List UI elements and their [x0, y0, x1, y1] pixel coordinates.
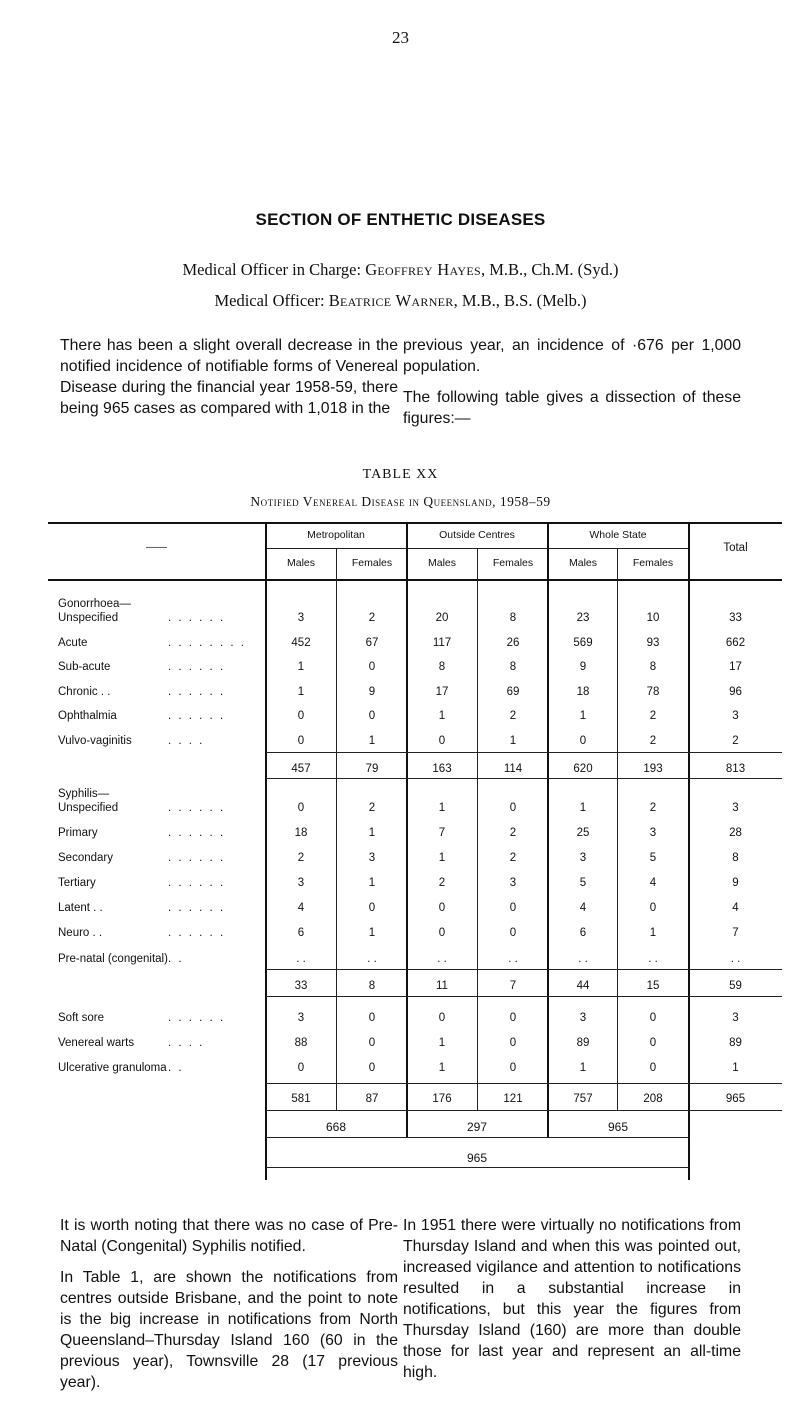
- header-dash: ——: [146, 541, 167, 553]
- header-bottom-rule: [48, 579, 782, 581]
- gonorrhoea-row-cell: 569: [573, 637, 593, 649]
- header-females: Females: [351, 557, 393, 569]
- syphilis-row-cell: 9: [732, 877, 739, 889]
- syphilis-row-label: Latent . .: [58, 902, 103, 914]
- syphilis-row-cell: 4: [732, 902, 739, 914]
- gonorrhoea-row-cell: 2: [732, 735, 739, 747]
- syphilis-subtotal-cell: 11: [436, 980, 448, 992]
- gonorrhoea-row-cell: 69: [506, 686, 520, 698]
- syphilis-row-cell: 3: [297, 877, 305, 889]
- grand-total-cell: 965: [725, 1093, 746, 1105]
- overall-total: 965: [466, 1151, 488, 1165]
- syphilis-row-cell: . .: [648, 953, 658, 965]
- header-females: Females: [492, 557, 534, 569]
- group-heading-gonorrhoea: Gonorrhoea—: [58, 598, 131, 610]
- syphilis-row-cell: 2: [438, 877, 446, 889]
- syphilis-row-label: Unspecified: [58, 802, 119, 814]
- syphilis-row-cell: . .: [578, 953, 588, 965]
- gonorrhoea-row-cell: 18: [576, 686, 590, 698]
- officer-role: Medical Officer in Charge:: [182, 260, 362, 279]
- gonorrhoea-row-cell: 10: [646, 612, 660, 624]
- other-row-label: Venereal warts: [58, 1037, 135, 1049]
- page-number: 23: [392, 28, 409, 47]
- grand-total-cell: 87: [365, 1093, 379, 1105]
- gonorrhoea-row-cell: 9: [579, 661, 587, 673]
- gonorrhoea-subtotal-cell: 114: [503, 763, 523, 775]
- other-row-cell: 89: [729, 1037, 742, 1049]
- area-totals-rule: [266, 1137, 689, 1138]
- syphilis-row-cell: 3: [732, 802, 739, 814]
- header-total: Total: [723, 542, 748, 554]
- syphilis-row-cell: 0: [509, 802, 517, 814]
- closing-right-column: [403, 1215, 741, 1393]
- syphilis-row-cell: 0: [297, 802, 305, 814]
- other-row-cell: 3: [297, 1012, 305, 1024]
- header-males: Males: [286, 557, 315, 569]
- table-subtitle: Notified Venereal Disease in Queensland, 1958–59: [250, 494, 551, 509]
- gonorrhoea-row-cell: 0: [368, 661, 376, 673]
- syphilis-row-cell: 1: [368, 927, 376, 939]
- other-row-cell: 0: [509, 1037, 517, 1049]
- syphilis-row-cell: 0: [509, 902, 517, 914]
- gonorrhoea-row-cell: 1: [297, 686, 305, 698]
- other-row-cell: 3: [732, 1012, 739, 1024]
- other-row-cell: 3: [579, 1012, 587, 1024]
- gonorrhoea-row-cell: 8: [649, 661, 657, 673]
- area-total-whole-state: 965: [607, 1120, 629, 1134]
- other-row-label: Ulcerative granuloma: [58, 1062, 167, 1074]
- gonorrhoea-row-cell: 2: [649, 710, 657, 722]
- officer-name: Beatrice Warner: [328, 291, 454, 310]
- syphilis-row-cell: . .: [508, 953, 518, 965]
- overall-total-rule: [266, 1167, 689, 1168]
- medical-officer: [0, 291, 801, 311]
- gonorrhoea-row-leader-dots: . . . . . .: [168, 686, 226, 698]
- syphilis-row-cell: 3: [579, 852, 587, 864]
- other-row-cell: 1: [438, 1037, 446, 1049]
- grand-total-cell: 121: [503, 1093, 523, 1105]
- intro-paragraph: previous year, an incidence of ·676 per 1,000 population.: [403, 337, 741, 375]
- intro-paragraph: The following table gives a dissection of these figures:—: [403, 389, 741, 427]
- gonorrhoea-row-cell: 2: [368, 612, 376, 624]
- gonorrhoea-row-cell: 117: [432, 637, 452, 649]
- syphilis-row-cell: 2: [509, 827, 517, 839]
- gonorrhoea-row-cell: 1: [297, 661, 305, 673]
- syphilis-row-cell: 1: [438, 802, 446, 814]
- other-row-leader-dots: . . . . . .: [168, 1012, 226, 1024]
- closing-paragraph: In Table 1, are shown the notifications from centres outside Brisbane, and the point to note is the big increase in notifications from North Queensland–Thursday Island 160 (60 in the previous year), Townsville 28 (17 previous year).: [60, 1269, 398, 1391]
- gonorrhoea-row-cell: 452: [291, 637, 311, 649]
- syphilis-row-leader-dots: . . . . . .: [168, 927, 226, 939]
- closing-paragraph: In 1951 there were virtually no notifications from Thursday Island and when this was pointed out, increased vigilance and attention to notifications resulted in a substantial increase in notifications, but this year the figures from Thursday Island (160) are more than double those for last year and represent an all-time high.: [403, 1217, 741, 1381]
- syphilis-row-cell: 0: [509, 927, 517, 939]
- syphilis-row-cell: . .: [296, 953, 306, 965]
- group-heading-syphilis: Syphilis—: [58, 788, 110, 800]
- other-row-cell: 0: [509, 1012, 517, 1024]
- gonorrhoea-row-cell: 0: [579, 735, 587, 747]
- syphilis-subtotal-cell: 44: [576, 980, 590, 992]
- syphilis-row-cell: 0: [649, 902, 657, 914]
- other-row-cell: 0: [368, 1012, 376, 1024]
- other-row-cell: 0: [368, 1037, 376, 1049]
- gonorrhoea-row-cell: 96: [729, 686, 742, 698]
- other-row-cell: 0: [649, 1012, 657, 1024]
- other-row-cell: 0: [297, 1062, 305, 1074]
- syphilis-row-cell: . .: [437, 953, 447, 965]
- subtotal-rule: [266, 752, 782, 753]
- intro-left-column: [60, 335, 398, 429]
- gonorrhoea-row-label: Vulvo-vaginitis: [58, 735, 132, 747]
- subtotal-rule: [266, 778, 782, 779]
- other-row-cell: 1: [438, 1062, 446, 1074]
- officer-name: Geoffrey Hayes: [365, 260, 481, 279]
- syphilis-subtotal-cell: 8: [368, 980, 376, 992]
- syphilis-row-cell: 5: [579, 877, 587, 889]
- syphilis-subtotal-cell: 59: [729, 980, 742, 992]
- gonorrhoea-row-cell: 2: [509, 710, 517, 722]
- syphilis-row-leader-dots: . . . . . .: [168, 827, 226, 839]
- syphilis-row-cell: 1: [649, 927, 657, 939]
- syphilis-row-cell: 25: [576, 827, 590, 839]
- totals-rule: [266, 1110, 782, 1111]
- header-whole-state: Whole State: [589, 529, 647, 541]
- gonorrhoea-subtotal-cell: 79: [365, 763, 379, 775]
- table-caption: TABLE XX: [362, 467, 439, 482]
- gonorrhoea-row-cell: 8: [509, 661, 517, 673]
- header-outside-centres: Outside Centres: [439, 529, 515, 541]
- syphilis-row-cell: 2: [297, 852, 305, 864]
- gonorrhoea-row-cell: 8: [438, 661, 446, 673]
- gonorrhoea-row-cell: 0: [297, 710, 305, 722]
- syphilis-row-cell: 3: [368, 852, 376, 864]
- gonorrhoea-row-cell: 8: [509, 612, 517, 624]
- other-row-cell: 1: [579, 1062, 587, 1074]
- syphilis-row-cell: . .: [367, 953, 377, 965]
- syphilis-row-cell: 18: [294, 827, 308, 839]
- syphilis-row-cell: 7: [438, 827, 446, 839]
- syphilis-row-cell: 6: [579, 927, 587, 939]
- gonorrhoea-row-cell: 20: [435, 612, 449, 624]
- gonorrhoea-row-cell: 33: [729, 612, 742, 624]
- syphilis-row-cell: 2: [509, 852, 517, 864]
- syphilis-row-cell: 1: [579, 802, 587, 814]
- header-males: Males: [568, 557, 597, 569]
- gonorrhoea-row-leader-dots: . . . . . . . .: [168, 637, 246, 649]
- syphilis-row-cell: 7: [732, 927, 739, 939]
- syphilis-subtotal-cell: 7: [509, 980, 517, 992]
- syphilis-row-cell: 6: [297, 927, 305, 939]
- officer-quals: , M.B., Ch.M. (Syd.): [480, 260, 619, 279]
- gonorrhoea-row-cell: 9: [368, 686, 376, 698]
- other-row-cell: 0: [649, 1062, 657, 1074]
- syphilis-row-leader-dots: . . . . . .: [168, 902, 226, 914]
- syphilis-row-cell: 2: [649, 802, 657, 814]
- syphilis-row-cell: . .: [730, 953, 741, 965]
- gonorrhoea-row-cell: 26: [506, 637, 520, 649]
- gonorrhoea-row-leader-dots: . . . . . .: [168, 612, 226, 624]
- area-total-metropolitan: 668: [325, 1120, 347, 1134]
- gonorrhoea-row-label: Unspecified: [58, 612, 119, 624]
- closing-paragraph: It is worth noting that there was no case of Pre-Natal (Congenital) Syphilis notified.: [60, 1217, 398, 1255]
- closing-left-column: [60, 1215, 398, 1403]
- syphilis-row-label: Neuro . .: [58, 927, 103, 939]
- syphilis-row-leader-dots: . . . . . .: [168, 877, 226, 889]
- section-title: SECTION OF ENTHETIC DISEASES: [255, 210, 546, 229]
- officer-quals: , M.B., B.S. (Melb.): [453, 291, 587, 310]
- syphilis-row-cell: 3: [509, 877, 517, 889]
- gonorrhoea-row-cell: 3: [732, 710, 739, 722]
- gonorrhoea-row-cell: 0: [368, 710, 376, 722]
- gonorrhoea-row-label: Chronic . .: [58, 686, 111, 698]
- gonorrhoea-row-cell: 17: [729, 661, 742, 673]
- area-total-outside: 297: [466, 1120, 488, 1134]
- syphilis-row-cell: 1: [438, 852, 446, 864]
- syphilis-subtotal-cell: 15: [646, 980, 660, 992]
- gonorrhoea-row-cell: 0: [297, 735, 305, 747]
- grand-total-cell: 176: [432, 1093, 452, 1105]
- header-metropolitan: Metropolitan: [307, 529, 365, 541]
- gonorrhoea-row-cell: 1: [368, 735, 376, 747]
- syphilis-subtotal-cell: 33: [294, 980, 308, 992]
- syphilis-row-cell: 4: [297, 902, 305, 914]
- totals-rule: [266, 1083, 782, 1084]
- syphilis-row-label: Tertiary: [58, 877, 96, 889]
- gonorrhoea-subtotal-cell: 193: [643, 763, 663, 775]
- syphilis-row-cell: 0: [368, 902, 376, 914]
- intro-paragraph: There has been a slight overall decrease in the notified incidence of notifiable forms of Venereal Disease during the financial year 1958-59, there being 965 cases as compared with 1,018 in the: [60, 337, 398, 417]
- header-males: Males: [427, 557, 456, 569]
- gonorrhoea-row-cell: 1: [509, 735, 517, 747]
- syphilis-row-leader-dots: . . . . . .: [168, 802, 226, 814]
- other-row-cell: 1: [732, 1062, 739, 1074]
- syphilis-row-leader-dots: . . . . . .: [168, 852, 226, 864]
- syphilis-row-label: Pre-natal (congenital): [58, 953, 168, 965]
- gonorrhoea-row-cell: 662: [725, 637, 746, 649]
- syphilis-row-cell: 0: [438, 927, 446, 939]
- other-row-cell: 0: [368, 1062, 376, 1074]
- syphilis-row-cell: 0: [438, 902, 446, 914]
- syphilis-row-cell: 28: [729, 827, 742, 839]
- syphilis-row-cell: 1: [368, 827, 376, 839]
- other-row-cell: 0: [509, 1062, 517, 1074]
- other-row-cell: 0: [649, 1037, 657, 1049]
- gonorrhoea-row-cell: 2: [649, 735, 657, 747]
- officer-role: Medical Officer:: [214, 291, 325, 310]
- syphilis-row-cell: 3: [649, 827, 657, 839]
- syphilis-row-leader-dots: . .: [168, 953, 184, 965]
- subtotal-rule: [266, 996, 782, 997]
- other-row-cell: 88: [294, 1037, 308, 1049]
- grand-total-cell: 208: [643, 1093, 663, 1105]
- syphilis-row-cell: 8: [732, 852, 739, 864]
- syphilis-row-cell: 4: [579, 902, 587, 914]
- gonorrhoea-row-label: Acute: [58, 637, 88, 649]
- grand-total-cell: 757: [573, 1093, 593, 1105]
- grand-total-cell: 581: [291, 1093, 311, 1105]
- gonorrhoea-row-cell: 1: [579, 710, 587, 722]
- syphilis-row-cell: 2: [368, 802, 376, 814]
- gonorrhoea-subtotal-cell: 813: [725, 763, 746, 775]
- syphilis-row-cell: 5: [649, 852, 657, 864]
- gonorrhoea-row-cell: 23: [576, 612, 590, 624]
- gonorrhoea-row-cell: 17: [435, 686, 449, 698]
- gonorrhoea-row-cell: 78: [646, 686, 660, 698]
- gonorrhoea-subtotal-cell: 457: [291, 763, 311, 775]
- gonorrhoea-row-leader-dots: . . . .: [168, 735, 205, 747]
- gonorrhoea-row-cell: 93: [646, 637, 660, 649]
- syphilis-row-label: Primary: [58, 827, 98, 839]
- gonorrhoea-subtotal-cell: 620: [573, 763, 593, 775]
- syphilis-row-cell: 1: [368, 877, 376, 889]
- gonorrhoea-row-cell: 67: [365, 637, 379, 649]
- intro-right-column: [403, 335, 741, 439]
- other-row-cell: 89: [576, 1037, 590, 1049]
- gonorrhoea-row-cell: 3: [297, 612, 305, 624]
- other-row-label: Soft sore: [58, 1012, 105, 1024]
- gonorrhoea-row-cell: 0: [438, 735, 446, 747]
- other-row-cell: 0: [438, 1012, 446, 1024]
- other-row-leader-dots: . .: [168, 1062, 184, 1074]
- gonorrhoea-row-leader-dots: . . . . . .: [168, 710, 226, 722]
- subtotal-rule: [266, 969, 782, 970]
- syphilis-row-label: Secondary: [58, 852, 113, 864]
- header-females: Females: [632, 557, 674, 569]
- table-top-rule: [48, 522, 782, 524]
- syphilis-row-cell: 4: [649, 877, 657, 889]
- gonorrhoea-row-cell: 1: [438, 710, 446, 722]
- officer-in-charge: [0, 260, 801, 280]
- gonorrhoea-row-label: Sub-acute: [58, 661, 111, 673]
- other-row-leader-dots: . . . .: [168, 1037, 205, 1049]
- gonorrhoea-subtotal-cell: 163: [432, 763, 452, 775]
- gonorrhoea-row-label: Ophthalmia: [58, 710, 117, 722]
- gonorrhoea-row-leader-dots: . . . . . .: [168, 661, 226, 673]
